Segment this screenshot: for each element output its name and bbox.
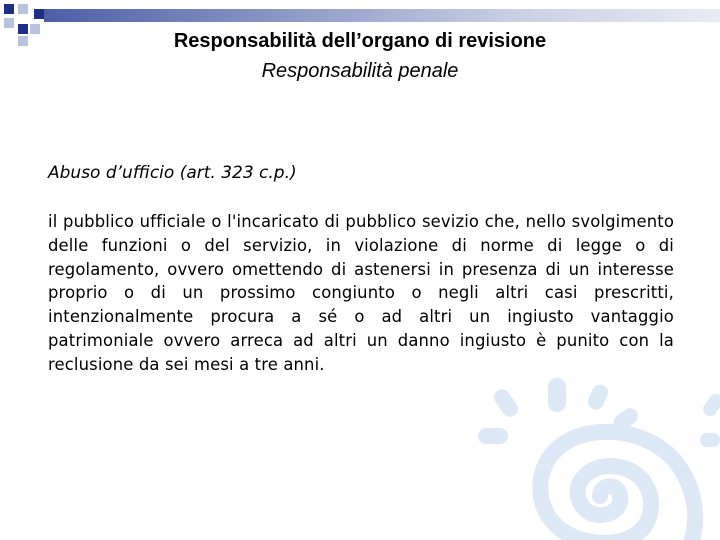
spiral-watermark-icon [478, 378, 720, 540]
section-body: il pubblico ufficiale o l'incaricato di pubblico sevizio che, nello svolgimento delle funzioni o del servizio, in violazione di norme di legge o di regolamento, ovvero omettendo di astenersi in presenza di un interesse proprio o di un prossimo congiunto o negli altri casi prescritti, intenzionalmente procura a sé o ad altri un ingiusto vantaggio patrimoniale ovvero arreca ad altri un danno ingiusto è punito con la reclusione da sei mesi a tre anni. [48, 212, 674, 374]
corner-square [4, 18, 14, 28]
corner-square [34, 9, 44, 19]
corner-square [4, 4, 14, 14]
corner-square [18, 4, 28, 14]
header-bar [44, 9, 720, 22]
slide-subtitle: Responsabilità penale [261, 60, 459, 82]
slide-title: Responsabilità dell’organo di revisione [173, 30, 547, 52]
section-heading: Abuso d’ufficio (art. 323 c.p.) [48, 163, 297, 183]
